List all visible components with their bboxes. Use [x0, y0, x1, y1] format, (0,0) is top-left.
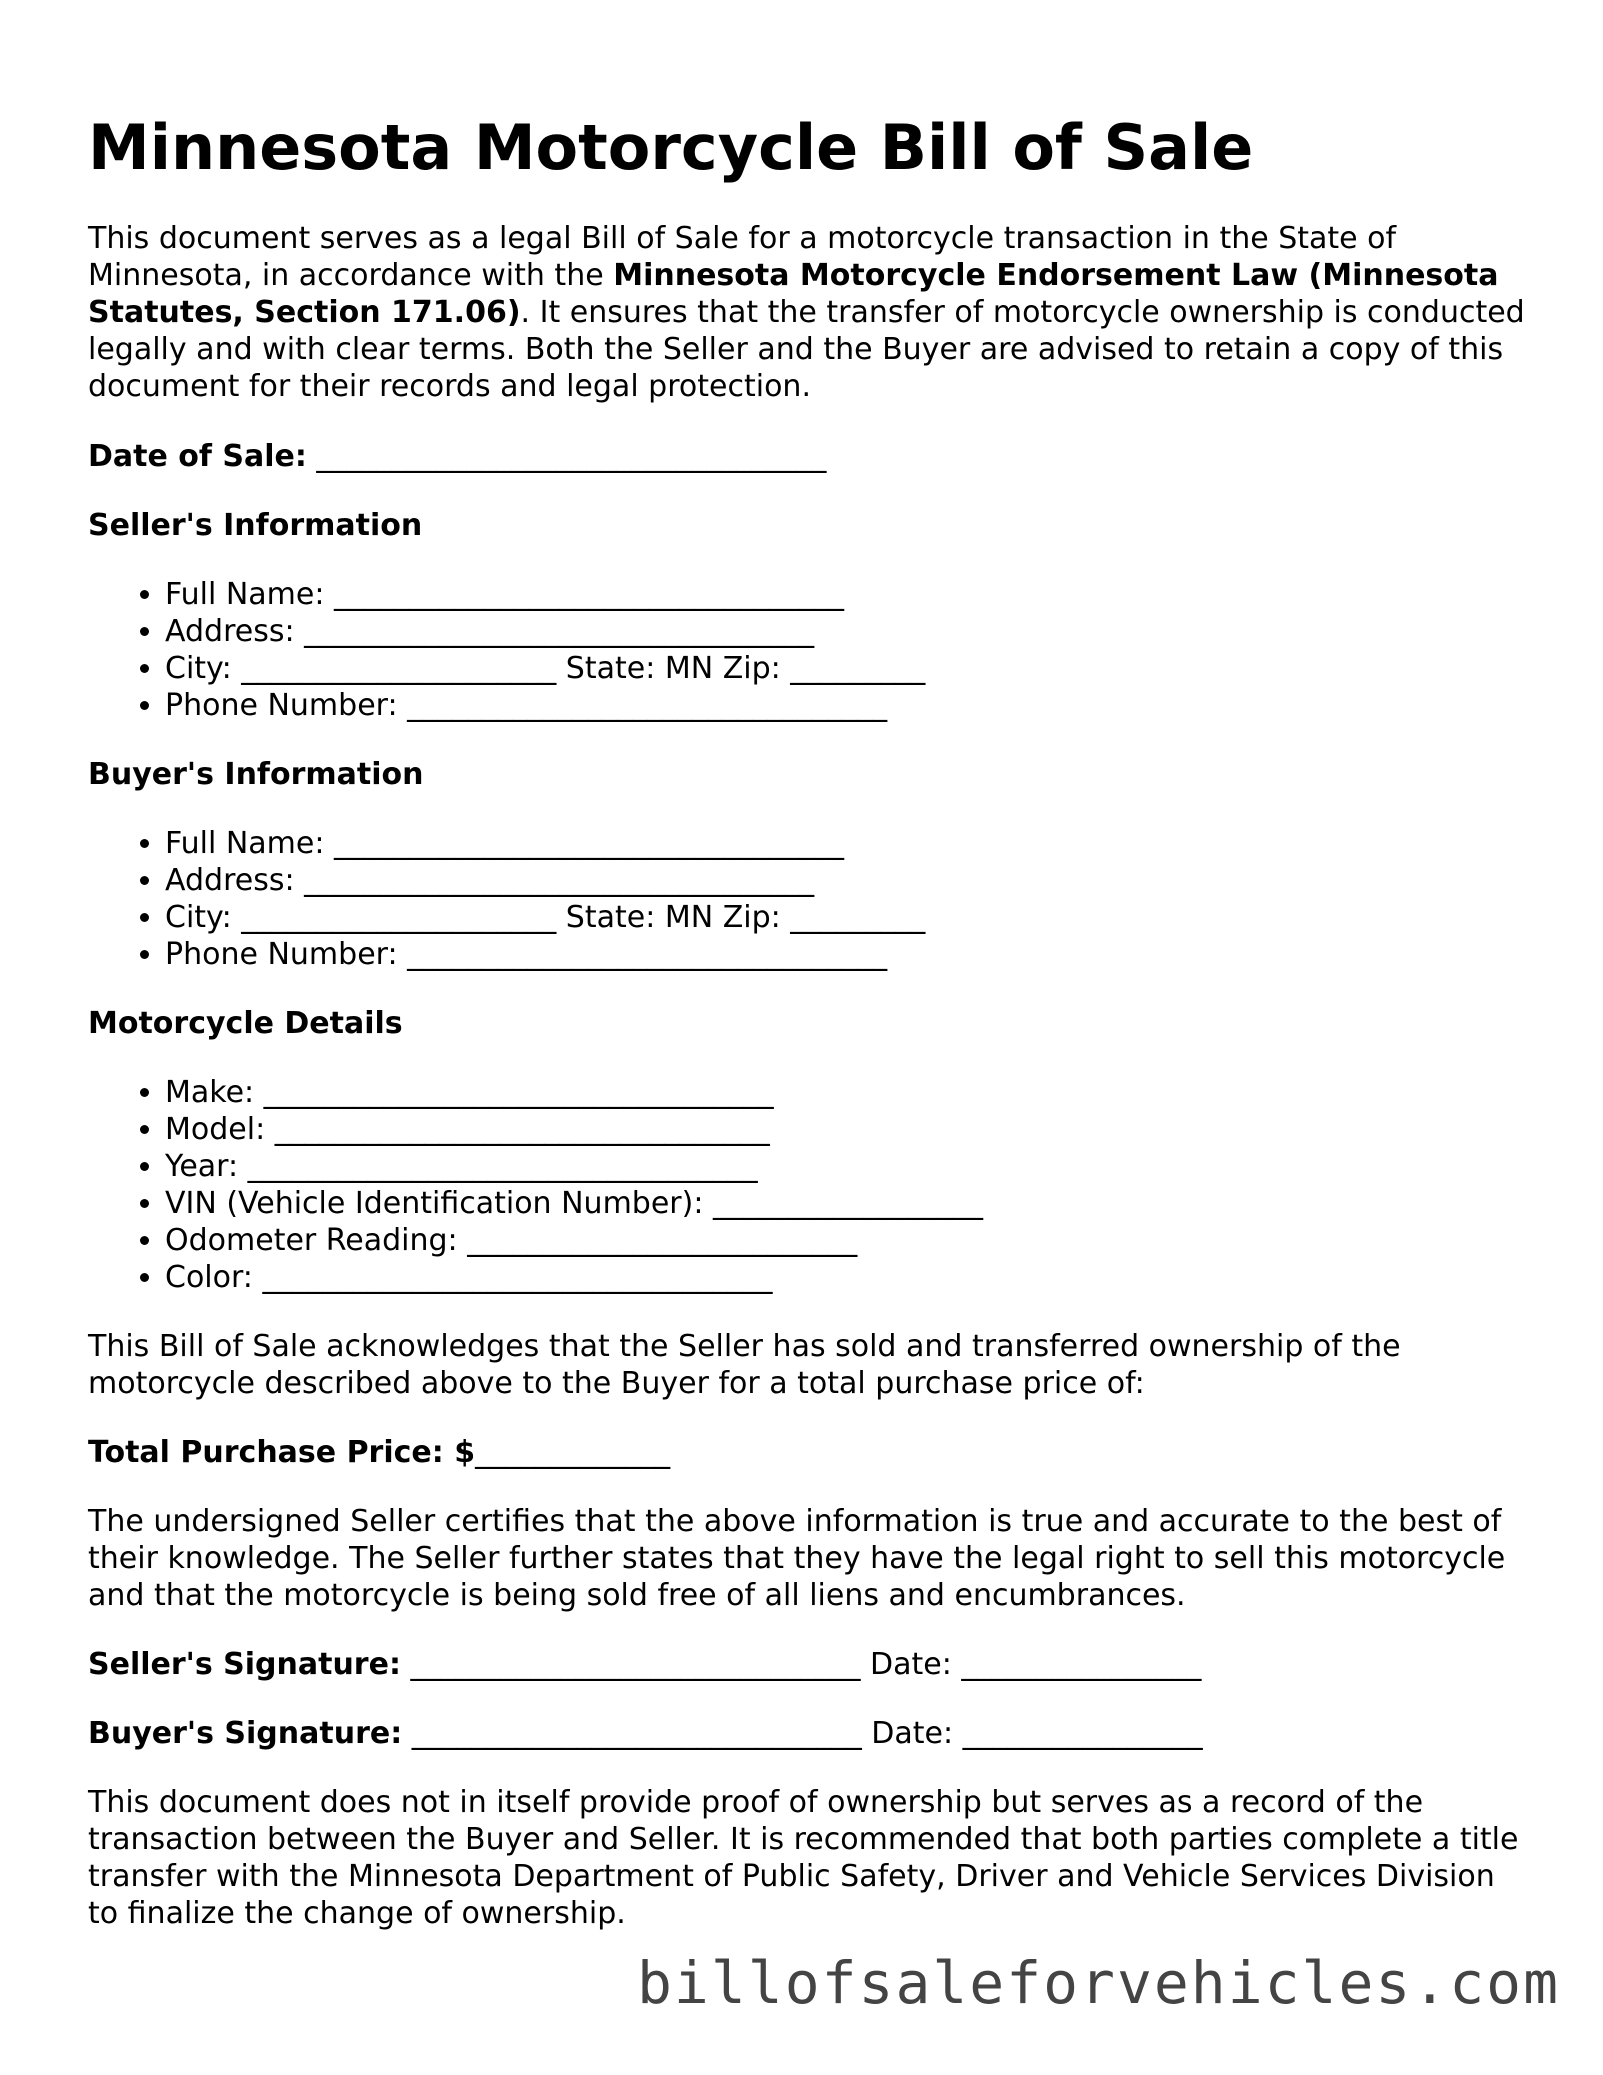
- seller-full-name-field[interactable]: • Full Name: __________________________________: [165, 576, 1528, 613]
- motorcycle-list: [88, 1074, 1528, 1296]
- certification-paragraph: The undersigned Seller certifies that the above information is true and accurate to the best of their knowledge. The Seller further states that they have the legal right to sell this motorcycle and that the motorcycle is being sold free of all liens and encumbrances.: [88, 1504, 1506, 1613]
- disclaimer-paragraph: This document does not in itself provide proof of ownership but serves as a record of the transaction between the Buyer and Seller. It is recommended that both parties complete a title transfer with the Minnesota Department of Public Safety, Driver and Vehicle Services Division to finalize the change of ownership.: [88, 1785, 1519, 1931]
- seller-signature-blank[interactable]: ______________________________ Date: ________________: [400, 1647, 1202, 1682]
- year-field[interactable]: • Year: __________________________________: [165, 1148, 1528, 1185]
- buyer-full-name-field[interactable]: • Full Name: __________________________________: [165, 825, 1528, 862]
- vin-field[interactable]: • VIN (Vehicle Identification Number): __________________: [165, 1185, 1528, 1222]
- buyer-signature-field[interactable]: [88, 1715, 1528, 1752]
- seller-heading: Seller's Information: [88, 508, 423, 543]
- buyer-city-state-zip-field[interactable]: • City: _____________________ State: MN Zip: _________: [165, 899, 1528, 936]
- seller-signature-label: Seller's Signature:: [88, 1647, 401, 1682]
- date-of-sale-label: Date of Sale:: [88, 439, 307, 474]
- seller-address-field[interactable]: • Address: __________________________________: [165, 613, 1528, 650]
- odometer-field[interactable]: • Odometer Reading: __________________________: [165, 1222, 1528, 1259]
- page-title: Minnesota Motorcycle Bill of Sale: [88, 111, 1254, 184]
- buyer-list: [88, 825, 1528, 973]
- intro-statute: Minnesota Motorcycle Endorsement Law (Minnesota Statutes, Section 171.06): [88, 258, 1499, 330]
- color-field[interactable]: • Color: __________________________________: [165, 1259, 1528, 1296]
- buyer-address-field[interactable]: • Address: __________________________________: [165, 862, 1528, 899]
- document: [88, 110, 1528, 1932]
- motorcycle-heading: Motorcycle Details: [88, 1006, 403, 1041]
- buyer-heading: Buyer's Information: [88, 757, 424, 792]
- seller-signature-field[interactable]: [88, 1646, 1528, 1683]
- intro-text-2: . It ensures that the transfer of motorcycle ownership is conducted legally and with clear terms. Both the Seller and the Buyer are advised to retain a copy of this document for their records and legal protection.: [88, 295, 1525, 404]
- purchase-price-field[interactable]: [88, 1434, 1528, 1471]
- date-of-sale-field[interactable]: [88, 438, 1528, 475]
- buyer-signature-blank[interactable]: ______________________________ Date: ________________: [402, 1716, 1203, 1751]
- watermark: billofsaleforvehicles.com: [637, 1949, 1560, 2017]
- seller-city-state-zip-field[interactable]: • City: _____________________ State: MN Zip: _________: [165, 650, 1528, 687]
- purchase-price-blank[interactable]: _____________: [475, 1435, 671, 1470]
- acknowledgement-paragraph: This Bill of Sale acknowledges that the Seller has sold and transferred ownership of the motorcycle described above to the Buyer for a total purchase price of:: [88, 1329, 1401, 1401]
- model-field[interactable]: • Model: _________________________________: [165, 1111, 1528, 1148]
- date-of-sale-blank[interactable]: __________________________________: [306, 439, 827, 474]
- make-field[interactable]: • Make: __________________________________: [165, 1074, 1528, 1111]
- intro-text-1: This document serves as a legal Bill of Sale for a motorcycle transaction in the State of Minnesota, in accordance with the: [88, 221, 1397, 293]
- intro-paragraph: [88, 220, 1528, 405]
- buyer-signature-label: Buyer's Signature:: [88, 1716, 403, 1751]
- seller-phone-field[interactable]: • Phone Number: ________________________________: [165, 687, 1528, 724]
- purchase-price-label: Total Purchase Price: $: [88, 1435, 476, 1470]
- seller-list: [88, 576, 1528, 724]
- buyer-phone-field[interactable]: • Phone Number: ________________________________: [165, 936, 1528, 973]
